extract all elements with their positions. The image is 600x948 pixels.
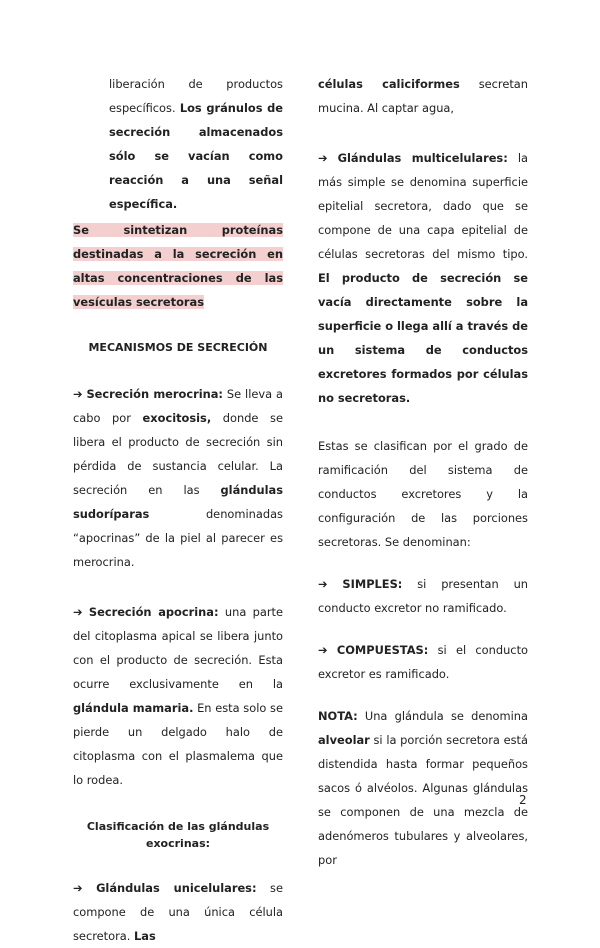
sweat-glands-term: glándulas sudoríparas (73, 483, 284, 521)
merocrine-text-b: donde se libera el producto de secreción sin pérdida de sustancia celular. La secreción en las (73, 411, 283, 497)
highlight-paragraph (73, 218, 283, 314)
exocytosis-term: exocitosis, (142, 411, 212, 425)
note-label: NOTA: (318, 709, 358, 723)
left-column (73, 72, 283, 948)
arrow-icon: ➔ (318, 643, 328, 657)
multicellular-text-a: la más simple se denomina superficie epitelial secretora, dado que se compone de una capa epitelial de células secretoras del mismo tipo. (318, 151, 528, 261)
multicellular-text-b: El producto de secreción se vacía directamente sobre la superficie o llega allí a través de un sistema de conductos excretores formados por células no secretoras. (318, 271, 528, 405)
goblet-text: secretan mucina. Al captar agua, (318, 77, 528, 115)
merocrine-text-c: denominadas “apocrinas” de la piel al parecer es merocrina. (73, 507, 283, 569)
merocrine-title: Secreción merocrina: (86, 387, 223, 401)
paragraph-compound (318, 638, 528, 686)
mammary-gland-term: glándula mamaria. (73, 701, 194, 715)
heading-classification: Clasificación de las glándulas exocrinas: (86, 820, 270, 850)
merocrine-text-a: Se lleva a cabo por (73, 387, 283, 425)
heading-mechanisms: MECANISMOS DE SECRECIÓN (88, 341, 268, 354)
multicellular-title: Glándulas multicelulares: (337, 151, 508, 165)
paragraph-unicellular (73, 876, 283, 948)
arrow-icon: ➔ (318, 577, 328, 591)
unicellular-las: Las (134, 929, 156, 943)
paragraph-simple (318, 572, 528, 620)
compound-text: si el conducto excretor es ramificado. (318, 643, 529, 681)
simple-title: SIMPLES: (342, 577, 403, 591)
paragraph-apocrine (73, 600, 283, 792)
paragraph-classify: Estas se clasifican por el grado de ramificación del sistema de conductos excretores y la configuración de las porciones secretoras. Se denominan: (318, 439, 528, 549)
arrow-icon: ➔ (73, 605, 83, 619)
apocrine-text-b: En esta solo se pierde un delgado halo de citoplasma con el plasmalema que lo rodea. (73, 701, 283, 787)
arrow-icon: ➔ (73, 387, 83, 401)
note-text-a: Una glándula se denomina (364, 709, 528, 723)
page-number: 2 (519, 793, 527, 807)
apocrine-text-a: una parte del citoplasma apical se libera junto con el producto de secreción. Esta ocurre exclusivamente en la (73, 605, 284, 691)
unicellular-title: Glándulas unicelulares: (96, 881, 257, 895)
granules-text: Los gránulos de secreción almacenados sólo se vacían como reacción a una señal específica. (109, 101, 283, 211)
alveolar-term: alveolar (318, 733, 370, 747)
goblet-cells-term: células caliciformes (318, 77, 460, 91)
unicellular-text: se compone de una única célula secretora. (73, 881, 283, 943)
apocrine-title: Secreción apocrina: (88, 605, 219, 619)
arrow-icon: ➔ (318, 151, 328, 165)
paragraph-goblet (318, 72, 528, 120)
paragraph-note (318, 704, 528, 872)
arrow-icon: ➔ (73, 881, 83, 895)
compound-title: COMPUESTAS: (336, 643, 429, 657)
paragraph-merocrine (73, 382, 283, 574)
release-text: liberación de productos específicos. (109, 77, 283, 115)
simple-text: si presentan un conducto excretor no ramificado. (318, 577, 529, 615)
paragraph-multicellular (318, 146, 528, 410)
paragraph-release (73, 72, 283, 216)
note-text-b: si la porción secretora está distendida hasta formar pequeños sacos ó alvéolos. Algunas glándulas se componen de una mezcla de adenómeros tubulares y alveolares, por (318, 733, 528, 867)
right-column (318, 72, 528, 872)
highlighted-text: Se sintetizan proteínas destinadas a la secreción en altas concentraciones de las vesículas secretoras (73, 223, 283, 309)
